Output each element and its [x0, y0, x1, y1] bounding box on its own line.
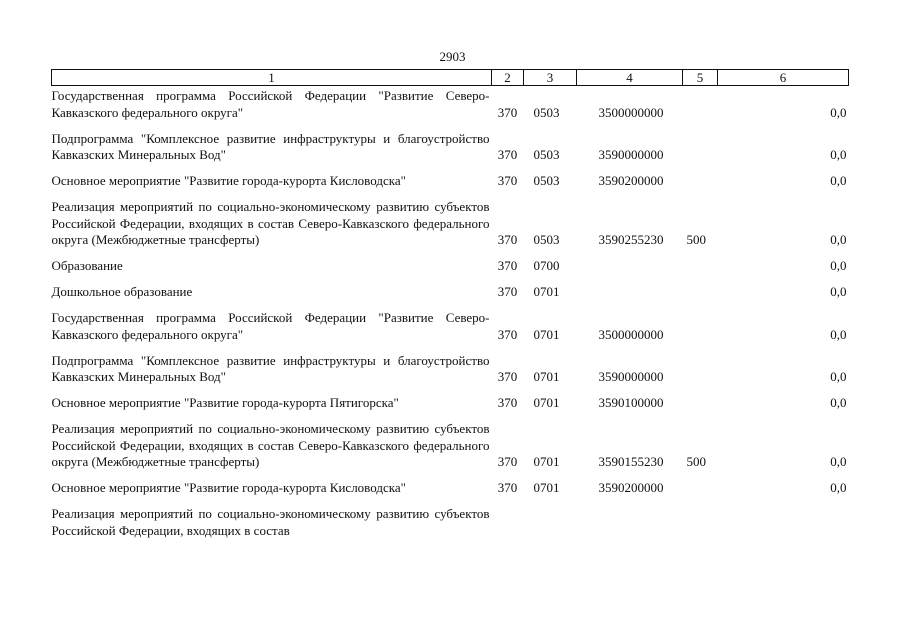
row-col-5: 500 [686, 454, 706, 469]
header-col-1: 1 [52, 70, 492, 86]
row-col-4 [577, 497, 683, 540]
row-col-3: 0701 [533, 326, 560, 342]
table-row [52, 497, 849, 540]
row-col-2: 370 [497, 395, 518, 410]
row-col-2 [492, 497, 524, 540]
table-row [52, 301, 849, 344]
row-name: Дошкольное образование [51, 284, 193, 299]
row-col-2: 370 [497, 326, 518, 342]
row-col-5 [683, 343, 718, 386]
row-col-2: 370 [497, 454, 518, 469]
row-col-5 [683, 249, 718, 275]
row-col-4: 3500000000 [598, 104, 664, 120]
row-name: Подпрограмма "Комплексное развитие инфраструктуры и благоустройство Кавказских Минеральных Вод" [51, 352, 490, 384]
table-row [52, 190, 849, 249]
row-col-3: 0701 [533, 480, 560, 495]
table-row [52, 412, 849, 471]
row-col-3: 0701 [533, 284, 560, 299]
row-col-6: 0,0 [830, 258, 847, 273]
row-col-6: 0,0 [830, 480, 847, 495]
row-col-4: 3500000000 [598, 326, 664, 342]
row-col-4: 3590155230 [598, 454, 664, 469]
row-col-5: 500 [686, 232, 706, 247]
row-col-6: 0,0 [830, 326, 847, 342]
row-col-3 [524, 497, 577, 540]
row-col-3: 0701 [533, 454, 560, 469]
row-name: Подпрограмма "Комплексное развитие инфраструктуры и благоустройство Кавказских Минеральных Вод" [51, 130, 490, 162]
row-col-6: 0,0 [830, 395, 847, 410]
row-name: Основное мероприятие "Развитие города-курорта Кисловодска" [51, 480, 406, 495]
row-col-4 [577, 275, 683, 301]
header-col-4: 4 [577, 70, 683, 86]
row-col-4: 3590000000 [598, 147, 664, 162]
table-row [52, 343, 849, 386]
row-col-6: 0,0 [830, 369, 847, 384]
table-row [52, 275, 849, 301]
row-col-4: 3590000000 [598, 369, 664, 384]
table-body [52, 86, 849, 540]
row-name: Реализация мероприятий по социально-экономическому развитию субъектов Российской Федерации, входящих в состав Северо-Кавказского федерального округа (Межбюджетные трансферты) [51, 199, 490, 247]
budget-table [51, 69, 849, 539]
row-col-6: 0,0 [830, 104, 847, 120]
row-name: Реализация мероприятий по социально-экономическому развитию субъектов Российской Федерации, входящих в состав Северо-Кавказского федерального округа (Межбюджетные трансферты) [51, 421, 490, 469]
table-row [52, 386, 849, 412]
row-col-5 [683, 121, 718, 164]
row-col-5 [683, 164, 718, 190]
table-row [52, 249, 849, 275]
header-col-3: 3 [524, 70, 577, 86]
row-col-6 [718, 497, 849, 540]
row-col-5 [683, 386, 718, 412]
row-col-2: 370 [497, 284, 518, 299]
header-col-2: 2 [492, 70, 524, 86]
header-col-5: 5 [683, 70, 718, 86]
table-row [52, 86, 849, 122]
row-col-2: 370 [497, 173, 518, 188]
row-col-2: 370 [497, 258, 518, 273]
row-col-2: 370 [497, 232, 518, 247]
row-col-5 [683, 86, 718, 122]
header-col-6: 6 [718, 70, 849, 86]
row-col-4: 3590255230 [598, 232, 664, 247]
row-col-2: 370 [497, 104, 518, 120]
row-col-3: 0503 [533, 173, 560, 188]
row-col-4: 3590100000 [598, 395, 664, 410]
row-col-5 [683, 301, 718, 344]
row-col-5 [683, 275, 718, 301]
row-col-3: 0701 [533, 395, 560, 410]
row-name: Основное мероприятие "Развитие города-курорта Кисловодска" [51, 173, 406, 188]
table-row [52, 471, 849, 497]
row-col-6: 0,0 [830, 232, 847, 247]
row-name: Образование [51, 258, 123, 273]
row-col-4 [577, 249, 683, 275]
row-col-2: 370 [497, 147, 518, 162]
table-row [52, 164, 849, 190]
row-col-3: 0503 [533, 232, 560, 247]
row-col-4: 3590200000 [598, 480, 664, 495]
row-col-6: 0,0 [830, 454, 847, 469]
row-col-3: 0503 [533, 147, 560, 162]
row-col-4: 3590200000 [598, 173, 664, 188]
row-col-3: 0701 [533, 369, 560, 384]
row-col-5 [683, 471, 718, 497]
row-col-6: 0,0 [830, 147, 847, 162]
row-col-2: 370 [497, 369, 518, 384]
row-name: Реализация мероприятий по социально-экономическому развитию субъектов Российской Федерации, входящих в состав [51, 506, 490, 538]
row-col-6: 0,0 [830, 173, 847, 188]
row-name: Основное мероприятие "Развитие города-курорта Пятигорска" [51, 395, 399, 410]
row-name: Государственная программа Российской Федерации "Развитие Северо-Кавказского федерального округа" [51, 310, 490, 342]
row-name: Государственная программа Российской Федерации "Развитие Северо-Кавказского федерального округа" [51, 88, 490, 120]
row-col-6: 0,0 [830, 284, 847, 299]
table-row [52, 121, 849, 164]
row-col-3: 0503 [533, 104, 560, 120]
page-number: 2903 [439, 49, 466, 64]
header-row [52, 70, 849, 86]
table-header [52, 70, 849, 86]
row-col-3: 0700 [533, 258, 560, 273]
row-col-5 [683, 497, 718, 540]
row-col-2: 370 [497, 480, 518, 495]
